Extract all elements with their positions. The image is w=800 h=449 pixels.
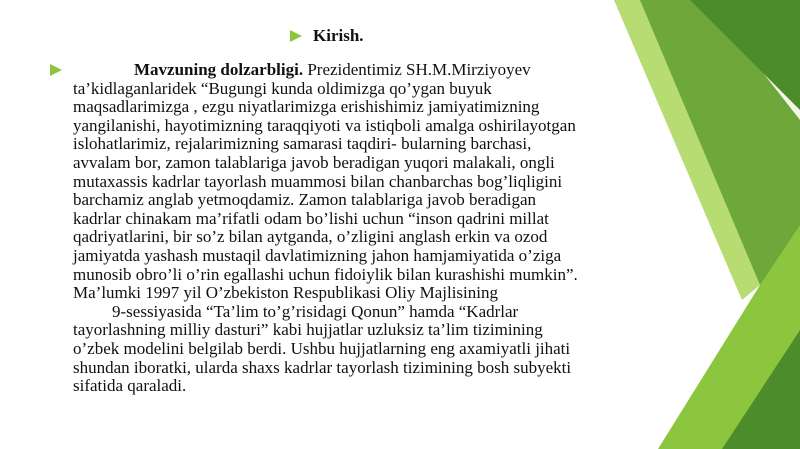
paragraph-line: yangilanishi, hayotimizning taraqqiyoti va istiqboli amalga oshirilayotgan [73,115,576,135]
green-triangle-bullet-icon [290,30,302,42]
paragraph-line: maqsadlarimizga , ezgu niyatlarimizga erishishimiz jamiyatimizning [73,97,540,117]
lead-title: Mavzuning dolzarbligi. [134,60,304,79]
paragraph-line: ta’kidlaganlaridek “Bugungi kunda oldimizga qo’ygan buyuk [73,78,492,98]
paragraph-line: tayorlashning milliy dasturi” kabi hujjatlar uzluksiz ta’lim tizimining [73,320,543,340]
heading-kirish: Kirish. [313,26,364,45]
paragraph-line: barchamiz anglab yetmoqdamiz. Zamon talablariga javob beradigan [73,190,537,210]
paragraph-line: kadrlar chinakam ma’rifatli odam bo’lishi uchun “inson qadrini millat [73,208,549,228]
paragraph-line: Ma’lumki 1997 yil O’zbekiston Respublikasi Oliy Majlisining [73,283,498,303]
paragraph-line: shundan iboratki, ularda shaxs kadrlar tayorlash tizimining bosh subyekti [73,357,572,377]
paragraph-line: mutaxassis kadrlar tayorlash muammosi bilan chanbarchas bog’liqligini [73,171,563,191]
body-paragraph [73,61,603,396]
paragraph-line: islohatlarimiz, rejalarimizning samarasi taqdiri- bularning barchasi, [73,134,532,154]
paragraph-line: qadriyatlarini, bir so’z bilan aytganda, o’zligini anglash erkin va ozod [73,227,548,247]
green-triangle-bullet-icon [50,64,62,76]
paragraph-line: o’zbek modelini belgilab berdi. Ushbu hujjatlarning eng axamiyatli jihati [73,338,571,358]
paragraph-line: sifatida qaraladi. [73,376,187,396]
paragraph-text: Prezidentimiz SH.M.Mirziyoyev [303,60,531,79]
paragraph-line: jamiyatda yashash mustaqil davlatimizning jahon hamjamiyatida o’ziga [73,245,562,265]
paragraph-line: avvalam bor, zamon talablariga javob beradigan yuqori malakali, ongli [73,152,555,172]
paragraph-line: munosib obro’li o’rin egallashi uchun fidoiylik bilan kurashishi mumkin”. [73,264,578,284]
paragraph-line: 9-sessiyasida “Ta’lim to’g’risidagi Qonun” hamda “Kadrlar [112,301,519,321]
paragraph-line [73,61,603,80]
